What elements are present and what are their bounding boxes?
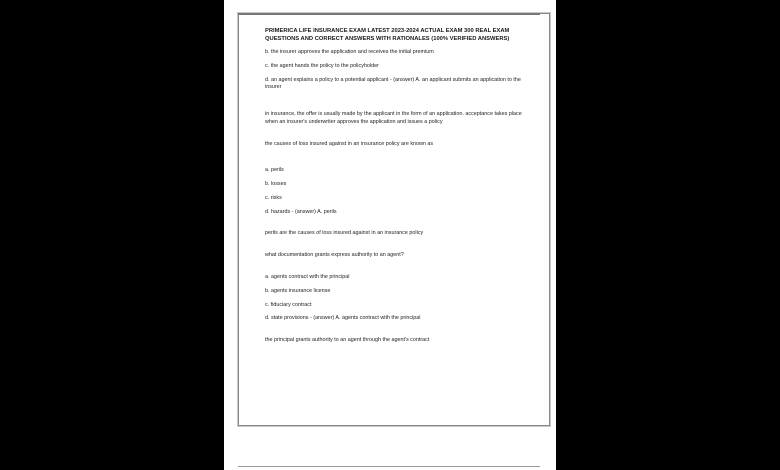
answer-option-c: c. risks — [265, 194, 282, 201]
document-title: PRIMERICA LIFE INSURANCE EXAM LATEST 2023-2024 ACTUAL EXAM 300 REAL EXAM QUESTIONS AND CORRECT ANSWERS WITH RATIONALES (100% VERIFIED ANSWERS) — [265, 28, 510, 42]
next-page-edge — [238, 466, 540, 467]
answer-option-d: d. hazards - (answer) A. perils — [265, 208, 337, 215]
question-text: what documentation grants express authority to an agent? — [265, 252, 404, 259]
page-top-rule — [238, 13, 540, 15]
question-text: the causes of loss insured against in an insurance policy are known as — [265, 140, 434, 147]
answer-option-b: b. the insurer approves the application and receives the initial premium — [265, 49, 434, 56]
answer-option-b: b. agents insurance license — [265, 287, 331, 294]
rationale-text: perils are the causes of loss insured against in an insurance policy — [265, 230, 424, 237]
document-body — [265, 28, 535, 351]
answer-option-c: c. fiduciary contract — [265, 301, 312, 308]
answer-option-c: c. the agent hands the policy to the policyholder — [265, 62, 379, 69]
answer-option-b: b. losses — [265, 181, 287, 188]
answer-option-d: d. an agent explains a policy to a potential applicant - (answer) A. an applicant submits an application to the insurer — [265, 76, 521, 91]
answer-option-d: d. state provisions - (answer) A. agents contract with the principal — [265, 315, 421, 322]
answer-option-a: a. perils — [265, 167, 284, 174]
rationale-text: in insurance, the offer is usually made by the applicant in the form of an application. acceptance takes place when an insurer's underwriter approves the application and issues a policy — [265, 111, 522, 125]
answer-option-a: a. agents contract with the principal — [265, 273, 350, 280]
rationale-text: the principal grants authority to an agent through the agent's contract — [265, 337, 430, 344]
